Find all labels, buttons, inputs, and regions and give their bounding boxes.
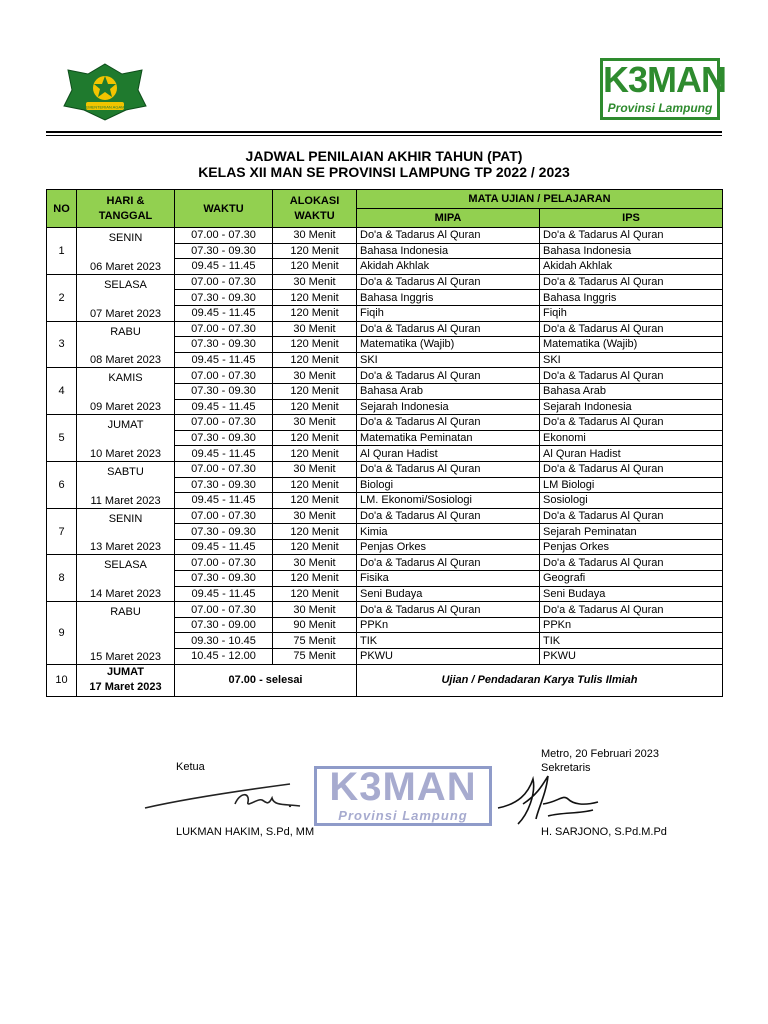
day-cell [77, 228, 175, 275]
alokasi-cell: 120 Menit [273, 539, 357, 555]
ips-cell: Do'a & Tadarus Al Quran [540, 602, 723, 618]
waktu-cell: 07.00 - 07.30 [175, 555, 273, 571]
waktu-cell: 07.30 - 09.30 [175, 477, 273, 493]
header-no: NO [47, 190, 77, 228]
mipa-cell: Do'a & Tadarus Al Quran [357, 321, 540, 337]
mipa-cell: Do'a & Tadarus Al Quran [357, 415, 540, 431]
kegiatan-cell: Ujian / Pendadaran Karya Tulis Ilmiah [357, 664, 723, 696]
row-no: 2 [47, 274, 77, 321]
mipa-cell: Kimia [357, 524, 540, 540]
row-no: 9 [47, 602, 77, 664]
ips-cell: Do'a & Tadarus Al Quran [540, 555, 723, 571]
day-name: RABU [110, 325, 141, 338]
alokasi-cell: 120 Menit [273, 352, 357, 368]
row-no: 3 [47, 321, 77, 368]
mipa-cell: Penjas Orkes [357, 539, 540, 555]
day-cell [77, 321, 175, 368]
table-row [47, 508, 723, 524]
mipa-cell: TIK [357, 633, 540, 649]
alokasi-cell: 120 Menit [273, 446, 357, 462]
day-name: SELASA [104, 559, 147, 572]
day-name: SENIN [108, 512, 143, 525]
ips-cell: PKWU [540, 649, 723, 665]
ips-cell: Geografi [540, 571, 723, 587]
mipa-cell: SKI [357, 352, 540, 368]
row-no: 8 [47, 555, 77, 602]
left-signature [140, 770, 330, 820]
waktu-cell: 07.00 - 07.30 [175, 368, 273, 384]
alokasi-cell: 120 Menit [273, 586, 357, 602]
day-name: SELASA [104, 278, 147, 291]
row-no: 10 [47, 664, 77, 696]
waktu-cell: 09.45 - 11.45 [175, 399, 273, 415]
ips-cell: Seni Budaya [540, 586, 723, 602]
waktu-cell: 07.30 - 09.00 [175, 617, 273, 633]
waktu-cell: 09.30 - 10.45 [175, 633, 273, 649]
table-row [47, 461, 723, 477]
stamp-sub-text: Provinsi Lampung [338, 808, 468, 823]
mipa-cell: Do'a & Tadarus Al Quran [357, 368, 540, 384]
waktu-cell: 09.45 - 11.45 [175, 446, 273, 462]
waktu-cell: 09.45 - 11.45 [175, 259, 273, 275]
ips-cell: Bahasa Inggris [540, 290, 723, 306]
ips-cell: Bahasa Indonesia [540, 243, 723, 259]
waktu-cell: 07.30 - 09.30 [175, 243, 273, 259]
day-date: 13 Maret 2023 [90, 541, 161, 554]
alokasi-cell: 30 Menit [273, 602, 357, 618]
row-no: 7 [47, 508, 77, 555]
ips-cell: Ekonomi [540, 430, 723, 446]
day-date: 06 Maret 2023 [90, 260, 161, 273]
alokasi-cell: 30 Menit [273, 461, 357, 477]
row-no: 4 [47, 368, 77, 415]
waktu-cell: 09.45 - 11.45 [175, 539, 273, 555]
waktu-cell: 07.30 - 09.30 [175, 524, 273, 540]
header-divider-thin [46, 135, 722, 136]
ips-cell: Penjas Orkes [540, 539, 723, 555]
day-cell [77, 368, 175, 415]
alokasi-cell: 120 Menit [273, 259, 357, 275]
ips-cell: Do'a & Tadarus Al Quran [540, 321, 723, 337]
mipa-cell: Do'a & Tadarus Al Quran [357, 461, 540, 477]
mipa-cell: Do'a & Tadarus Al Quran [357, 508, 540, 524]
day-name: SENIN [108, 232, 143, 244]
alokasi-cell: 75 Menit [273, 649, 357, 665]
waktu-cell: 09.45 - 11.45 [175, 305, 273, 321]
ips-cell: Sejarah Peminatan [540, 524, 723, 540]
k3man-logo-text: K3MAN [603, 59, 727, 100]
mipa-cell: PPKn [357, 617, 540, 633]
mipa-cell: Akidah Akhlak [357, 259, 540, 275]
ips-cell: Do'a & Tadarus Al Quran [540, 461, 723, 477]
kemenag-logo [62, 62, 148, 122]
ips-cell: Do'a & Tadarus Al Quran [540, 228, 723, 244]
mipa-cell: Seni Budaya [357, 586, 540, 602]
waktu-cell: 07.30 - 09.30 [175, 571, 273, 587]
header-hari-tanggal: HARI & TANGGAL [77, 190, 175, 228]
mipa-cell: Do'a & Tadarus Al Quran [357, 274, 540, 290]
ips-cell: Matematika (Wajib) [540, 337, 723, 353]
stamp-main-text: K3MAN [329, 765, 477, 809]
waktu-cell: 07.00 - selesai [175, 664, 357, 696]
mipa-cell: Do'a & Tadarus Al Quran [357, 555, 540, 571]
ips-cell: Sosiologi [540, 493, 723, 509]
day-cell [77, 461, 175, 508]
day-date: 08 Maret 2023 [90, 354, 161, 367]
alokasi-cell: 120 Menit [273, 493, 357, 509]
waktu-cell: 07.00 - 07.30 [175, 321, 273, 337]
mipa-cell: Al Quran Hadist [357, 446, 540, 462]
alokasi-cell: 120 Menit [273, 305, 357, 321]
header-alokasi: ALOKASI WAKTU [273, 190, 357, 228]
right-name: H. SARJONO, S.Pd.M.Pd [541, 826, 667, 838]
day-date: 11 Maret 2023 [90, 494, 161, 507]
alokasi-cell: 120 Menit [273, 399, 357, 415]
k3man-logo [600, 58, 727, 120]
mipa-cell: PKWU [357, 649, 540, 665]
alokasi-cell: 90 Menit [273, 617, 357, 633]
day-cell [77, 415, 175, 462]
mipa-cell: Do'a & Tadarus Al Quran [357, 228, 540, 244]
mipa-cell: Do'a & Tadarus Al Quran [357, 602, 540, 618]
table-row [47, 555, 723, 571]
mipa-cell: Matematika (Wajib) [357, 337, 540, 353]
document-title: JADWAL PENILAIAN AKHIR TAHUN (PAT) [245, 148, 523, 164]
alokasi-cell: 30 Menit [273, 321, 357, 337]
day-cell [77, 602, 175, 664]
waktu-cell: 07.00 - 07.30 [175, 602, 273, 618]
mipa-cell: Fiqih [357, 305, 540, 321]
alokasi-cell: 120 Menit [273, 383, 357, 399]
ips-cell: Do'a & Tadarus Al Quran [540, 274, 723, 290]
alokasi-cell: 75 Menit [273, 633, 357, 649]
left-role: Ketua [176, 761, 205, 773]
table-row [47, 368, 723, 384]
header-mata-ujian: MATA UJIAN / PELAJARAN [357, 190, 723, 209]
waktu-cell: 07.30 - 09.30 [175, 383, 273, 399]
day-name: RABU [110, 606, 141, 619]
row-no: 6 [47, 461, 77, 508]
ips-cell: Do'a & Tadarus Al Quran [540, 368, 723, 384]
day-date: 10 Maret 2023 [90, 447, 161, 460]
ips-cell: Do'a & Tadarus Al Quran [540, 508, 723, 524]
k3man-stamp [314, 766, 492, 826]
day-cell [77, 555, 175, 602]
ips-cell: Al Quran Hadist [540, 446, 723, 462]
waktu-cell: 10.45 - 12.00 [175, 649, 273, 665]
waktu-cell: 09.45 - 11.45 [175, 586, 273, 602]
ips-cell: TIK [540, 633, 723, 649]
waktu-cell: 07.30 - 09.30 [175, 337, 273, 353]
ips-cell: SKI [540, 352, 723, 368]
day-cell [77, 274, 175, 321]
waktu-cell: 09.45 - 11.45 [175, 352, 273, 368]
header-ips: IPS [540, 209, 723, 228]
day-date: 09 Maret 2023 [90, 401, 161, 414]
mipa-cell: Biologi [357, 477, 540, 493]
day-name: SABTU [107, 465, 144, 478]
alokasi-cell: 30 Menit [273, 415, 357, 431]
alokasi-cell: 120 Menit [273, 571, 357, 587]
mipa-cell: Fisika [357, 571, 540, 587]
waktu-cell: 07.00 - 07.30 [175, 228, 273, 244]
alokasi-cell: 120 Menit [273, 477, 357, 493]
mipa-cell: Bahasa Indonesia [357, 243, 540, 259]
k3man-logo-subtext: Provinsi Lampung [607, 101, 713, 115]
mipa-cell: Bahasa Arab [357, 383, 540, 399]
left-name: LUKMAN HAKIM, S.Pd, MM [176, 826, 315, 838]
mipa-cell: Bahasa Inggris [357, 290, 540, 306]
mipa-cell: Matematika Peminatan [357, 430, 540, 446]
day-name: KAMIS [108, 372, 143, 385]
alokasi-cell: 30 Menit [273, 508, 357, 524]
table-row [47, 321, 723, 337]
table-row [47, 274, 723, 290]
alokasi-cell: 30 Menit [273, 274, 357, 290]
alokasi-cell: 30 Menit [273, 228, 357, 244]
alokasi-cell: 30 Menit [273, 555, 357, 571]
day-cell: JUMAT 17 Maret 2023 [77, 664, 175, 696]
ips-cell: Do'a & Tadarus Al Quran [540, 415, 723, 431]
day-date: 14 Maret 2023 [90, 588, 161, 601]
waktu-cell: 07.30 - 09.30 [175, 290, 273, 306]
svg-text:KEMENTERIAN AGAMA: KEMENTERIAN AGAMA [82, 104, 128, 110]
waktu-cell: 07.30 - 09.30 [175, 430, 273, 446]
header-divider [46, 131, 722, 133]
right-signature [488, 764, 608, 834]
alokasi-cell: 120 Menit [273, 290, 357, 306]
header-mipa: MIPA [357, 209, 540, 228]
ips-cell: PPKn [540, 617, 723, 633]
alokasi-cell: 120 Menit [273, 243, 357, 259]
ips-cell: Fiqih [540, 305, 723, 321]
schedule-table [46, 189, 723, 697]
waktu-cell: 09.45 - 11.45 [175, 493, 273, 509]
table-row [47, 602, 723, 618]
waktu-cell: 07.00 - 07.30 [175, 274, 273, 290]
day-name: JUMAT [107, 419, 144, 432]
waktu-cell: 07.00 - 07.30 [175, 415, 273, 431]
place-date: Metro, 20 Februari 2023 [541, 748, 660, 760]
waktu-cell: 07.00 - 07.30 [175, 508, 273, 524]
table-row-final [47, 664, 723, 696]
right-role: Sekretaris [541, 762, 591, 774]
alokasi-cell: 120 Menit [273, 337, 357, 353]
day-date: 15 Maret 2023 [90, 650, 161, 663]
mipa-cell: LM. Ekonomi/Sosiologi [357, 493, 540, 509]
row-no: 5 [47, 415, 77, 462]
alokasi-cell: 120 Menit [273, 524, 357, 540]
ips-cell: LM Biologi [540, 477, 723, 493]
mipa-cell: Sejarah Indonesia [357, 399, 540, 415]
header-waktu: WAKTU [175, 190, 273, 228]
ips-cell: Sejarah Indonesia [540, 399, 723, 415]
table-row [47, 415, 723, 431]
ips-cell: Akidah Akhlak [540, 259, 723, 275]
alokasi-cell: 30 Menit [273, 368, 357, 384]
day-date: 07 Maret 2023 [90, 307, 161, 320]
alokasi-cell: 120 Menit [273, 430, 357, 446]
table-row [47, 228, 723, 244]
row-no: 1 [47, 228, 77, 275]
day-cell [77, 508, 175, 555]
document-subtitle: KELAS XII MAN SE PROVINSI LAMPUNG TP 2022 / 2023 [198, 164, 570, 180]
ips-cell: Bahasa Arab [540, 383, 723, 399]
waktu-cell: 07.00 - 07.30 [175, 461, 273, 477]
